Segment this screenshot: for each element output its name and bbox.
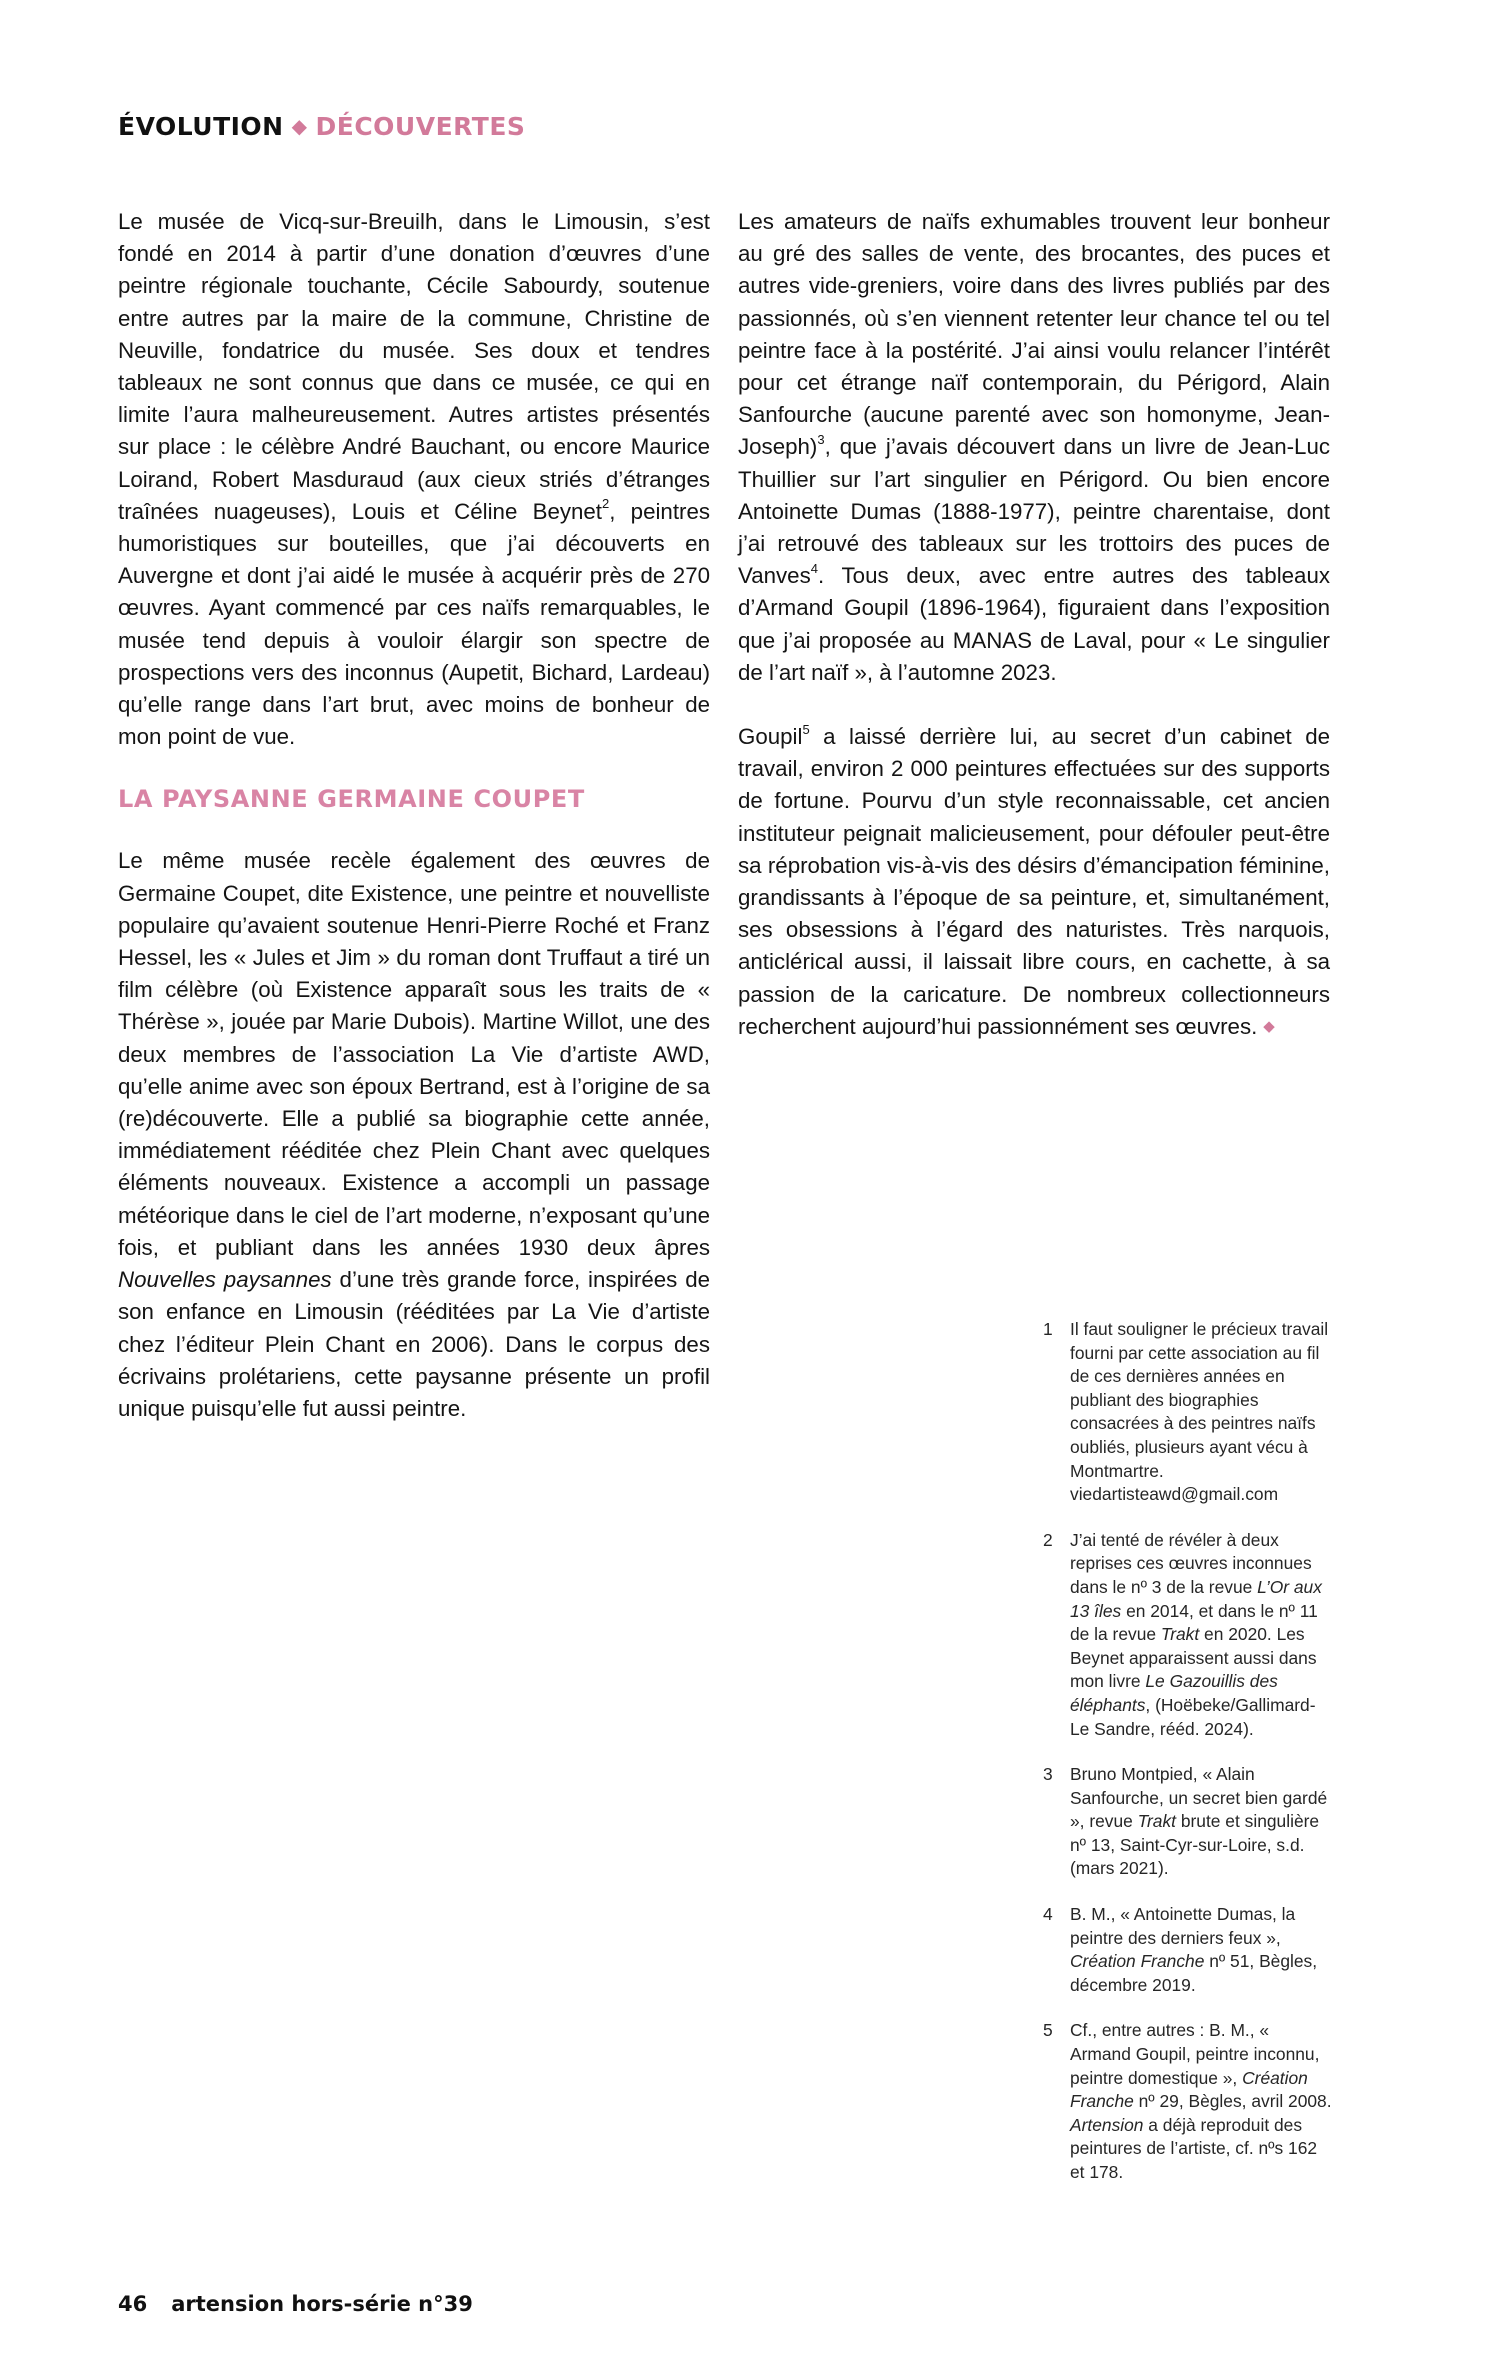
diamond-separator-icon: ◆ [291,114,308,138]
body-paragraph: Goupil$^5$ a laissé derrière lui, au secret d’un cabinet de travail, environ 2 000 peintures effectuées sur des supports de fortune. Pourvu d’un style reconnaissable, cet ancien instituteur peignait malicieusement, pour défouler peut-être sa réprobation vis-à-vis des désirs d’émancipation féminine, grandissants à l’époque de sa peinture, et, simultanément, ses obsessions à l’égard des naturistes. Très narquois, anticlérical aussi, il laissait libre cours, en cachette, à sa passion de la caricature. De nombreux collectionneurs recherchent aujourd’hui passionnément ses œuvres. ◆ [738,721,1330,1039]
footnote-text: J’ai tenté de révéler à deux reprises ces œuvres inconnues dans le nº 3 de la revue L’Or aux 13 îles en 2014, et dans le nº 11 de la revue Trakt en 2020. Les Beynet apparaissent aussi dans mon livre Le Gazouillis des éléphants, (Hoëbeke/Gallimard-Le Sandre, rééd. 2024). [1070,1529,1322,1739]
footnote [1043,1903,1333,1997]
footnote [1043,2019,1333,2184]
right-column [738,206,1330,1046]
publication-title: artension hors-série n°39 [171,2292,473,2316]
section-title: ÉVOLUTION [118,112,284,141]
subsection-title: DÉCOUVERTES [315,112,526,141]
footnote-text: B. M., « Antoinette Dumas, la peintre des derniers feux », Création Franche nº 51, Bègles, décembre 2019. [1070,1904,1318,1995]
footnote-number: 1 [1043,1319,1053,1339]
section-heading: LA PAYSANNE GERMAINE COUPET [118,785,585,814]
footnote-text: Cf., entre autres : B. M., « Armand Goupil, peintre inconnu, peintre domestique », Création Franche nº 29, Bègles, avril 2008. Artension a déjà reproduit des peintures de l’artiste, cf. nºs 162 et 178. [1070,2020,1332,2182]
footnote-text: Bruno Montpied, « Alain Sanfourche, un secret bien gardé », revue Trakt brute et singulière nº 13, Saint-Cyr-sur-Loire, s.d. (mars 2021). [1070,1764,1328,1879]
footnotes [1043,1318,1333,2207]
footnote-ref[interactable]: 4 [810,560,818,576]
footnote-ref[interactable]: 3 [817,432,825,447]
footnote-ref[interactable]: 2 [602,496,610,512]
footnote-number: 4 [1043,1904,1053,1925]
footnote [1043,1763,1333,1881]
footnote-text: Il faut souligner le précieux travail fourni par cette association au fil de ces dernières années en publiant des biographies consacrées à des peintres naïfs oubliés, plusieurs ayant vécu à Montmartre. viedartisteawd@gmail.com [1070,1319,1329,1505]
footnote-number: 5 [1043,2020,1053,2041]
footnote-number: 2 [1043,1529,1053,1550]
diamond-end-mark-icon: ◆ [1263,1017,1275,1035]
body-paragraph: Le même musée recèle également des œuvres de Germaine Coupet, dite Existence, une peintre et nouvelliste populaire qu’avaient soutenue Henri-Pierre Roché et Franz Hessel, les « Jules et Jim » du roman dont Truffaut a tiré un film célèbre (où Existence apparaît sous les traits de « Thérèse », jouée par Marie Dubois). Martine Willot, une des deux membres de l’association La Vie d’artiste AWD, qu’elle anime avec son époux Bertrand, est à l’origine de sa (re)découverte. Elle a publié sa biographie cette année, immédiatement rééditée chez Plein Chant avec quelques éléments nouveaux. Existence a accompli un passage météorique dans le ciel de l’art moderne, n’exposant qu’une fois, et publiant dans les années 1930 deux âpres Nouvelles paysannes d’une très grande force, inspirées de son enfance en Limousin (rééditées par La Vie d’artiste chez l’éditeur Plein Chant en 2006). Dans le corpus des écrivains prolétariens, cette paysanne présente un profil unique puisqu’elle fut aussi peintre. [118,848,710,1421]
section-header [118,112,525,141]
body-paragraph: Le musée de Vicq-sur-Breuilh, dans le Limousin, s’est fondé en 2014 à partir d’une donation d’œuvres d’une peintre régionale touchante, Cécile Sabourdy, soutenue entre autres par la maire de la commune, Christine de Neuville, fondatrice du musée. Ses doux et tendres tableaux ne sont connus que dans ce musée, ce qui en limite l’aura malheureusement. Autres artistes présentés sur place : le célèbre André Bauchant, ou encore Maurice Loirand, Robert Masduraud (aux cieux striés d’étranges traînées nuageuses), Louis et Céline Beynet$^2$, peintres humoristiques sur bouteilles, que j’ai découverts en Auvergne et dont j’ai aidé le musée à acquérir près de 270 œuvres. Ayant commencé par ces naïfs remarquables, le musée tend depuis à vouloir élargir son spectre de prospections vers des inconnus (Aupetit, Bichard, Lardeau) qu’elle range dans l’art brut, avec moins de bonheur de mon point de vue. [118,209,710,750]
footnote [1043,1318,1333,1507]
body-paragraph: Les amateurs de naïfs exhumables trouvent leur bonheur au gré des salles de vente, des brocantes, des puces et autres vide-greniers, voire dans des livres publiés par des passionnés, où s’en viennent retenter leur chance tel ou tel peintre face à la postérité. J’ai ainsi voulu relancer l’intérêt pour cet étrange naïf contemporain, du Périgord, Alain Sanfourche (aucune parenté avec son homonyme, Jean-Joseph)$^3$, que j’avais découvert dans un livre de Jean-Luc Thuillier sur l’art singulier en Périgord. Ou bien encore Antoinette Dumas (1888-1977), peintre charentaise, dont j’ai retrouvé des tableaux sur les trottoirs des puces de Vanves$^4$. Tous deux, avec entre autres des tableaux d’Armand Goupil (1896-1964), figuraient dans l’exposition que j’ai proposée au MANAS de Laval, pour « Le singulier de l’art naïf », à l’automne 2023. [738,209,1330,685]
footnote-number: 3 [1043,1764,1053,1785]
footnote [1043,1529,1333,1741]
page-footer [118,2292,473,2316]
page-number: 46 [118,2292,148,2316]
left-column [118,206,710,1425]
footnote-ref[interactable]: 5 [802,721,810,737]
